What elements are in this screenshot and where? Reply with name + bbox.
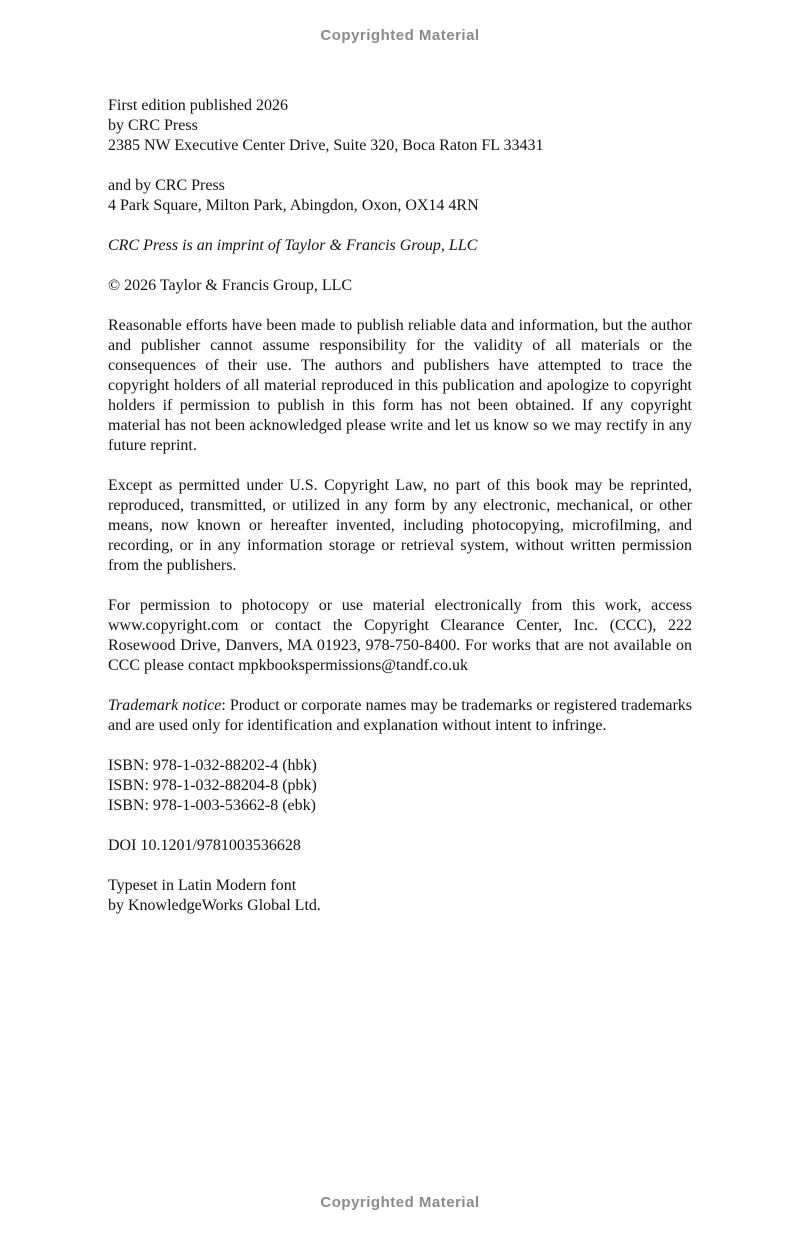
isbn-pbk-line: ISBN: 978-1-032-88204-8 (pbk) [108,777,317,794]
typeset-block [108,876,692,916]
edition-line: First edition published 2026 [108,97,288,114]
copyrighted-material-header: Copyrighted Material [320,27,480,44]
doi-line: DOI 10.1201/9781003536628 [108,837,301,854]
uk-publisher-line: and by CRC Press [108,177,225,194]
uk-address-line: 4 Park Square, Milton Park, Abingdon, Oxon, OX14 4RN [108,197,479,214]
typeset-company-line: by KnowledgeWorks Global Ltd. [108,897,321,914]
trademark-paragraph [108,696,692,736]
typeset-font-line: Typeset in Latin Modern font [108,877,297,894]
uk-publisher-block [108,176,692,216]
imprint-content [108,96,692,936]
publisher-line: by CRC Press [108,117,198,134]
copyright-line: © 2026 Taylor & Francis Group, LLC [108,277,353,294]
copyrighted-material-footer: Copyrighted Material [320,1194,480,1211]
permissions-paragraph: For permission to photocopy or use material electronically from this work, access www.copyright.com or contact the Copyright Clearance Center, Inc. (CCC), 222 Rosewood Drive, Danvers, MA 01923, 978-750-8400. For works that are not available on CCC please contact mpkbookspermissions@tandf.co.uk [108,597,692,674]
rights-paragraph: Except as permitted under U.S. Copyright Law, no part of this book may be reprinted, reproduced, transmitted, or utilized in any form by any electronic, mechanical, or other means, now known or hereafter invented, including photocopying, microfilming, and recording, or in any information storage or retrieval system, without written permission from the publishers. [108,477,692,574]
isbn-block [108,756,692,816]
isbn-hbk-line: ISBN: 978-1-032-88202-4 (hbk) [108,757,317,774]
trademark-text: : Product or corporate names may be trademarks or registered trademarks and are used only for identification and explanation without intent to infringe. [108,697,692,734]
us-address-line: 2385 NW Executive Center Drive, Suite 320, Boca Raton FL 33431 [108,137,544,154]
disclaimer-paragraph: Reasonable efforts have been made to publish reliable data and information, but the author and publisher cannot assume responsibility for the validity of all materials or the consequences of their use. The authors and publishers have attempted to trace the copyright holders of all material reproduced in this publication and apologize to copyright holders if permission to publish in this form has not been obtained. If any copyright material has not been acknowledged please write and let us know so we may rectify in any future reprint. [108,317,692,454]
edition-block [108,96,692,156]
imprint-note: CRC Press is an imprint of Taylor & Francis Group, LLC [108,237,478,254]
isbn-ebk-line: ISBN: 978-1-003-53662-8 (ebk) [108,797,316,814]
trademark-label: Trademark notice [108,697,222,714]
